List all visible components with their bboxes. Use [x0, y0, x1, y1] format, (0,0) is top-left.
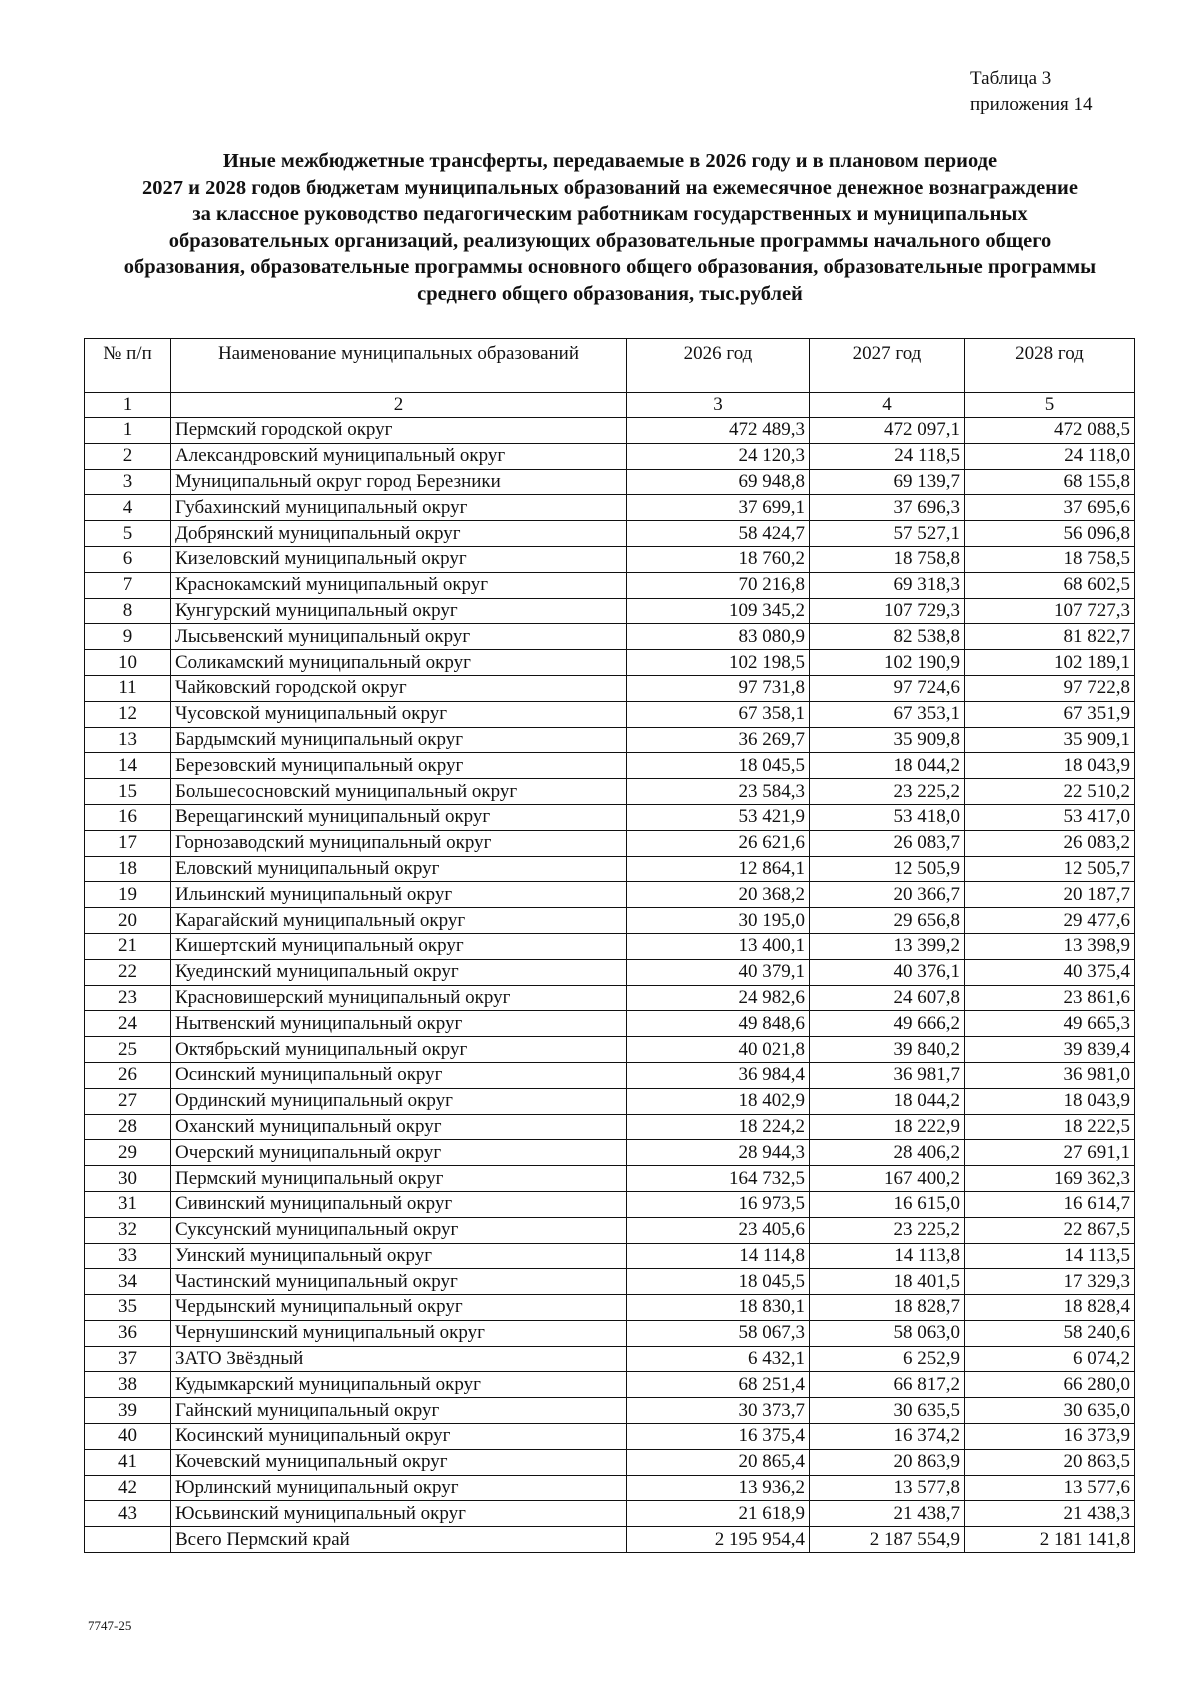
row-number: 3 — [85, 469, 171, 495]
column-number: 3 — [627, 393, 810, 418]
row-number: 9 — [85, 624, 171, 650]
value-2026: 28 944,3 — [627, 1140, 810, 1166]
value-2028: 29 477,6 — [965, 908, 1135, 934]
municipality-name: Губахинский муниципальный округ — [171, 495, 627, 521]
row-number: 34 — [85, 1269, 171, 1295]
value-2026: 18 402,9 — [627, 1088, 810, 1114]
municipality-name: Пермский муниципальный округ — [171, 1166, 627, 1192]
value-2028: 14 113,5 — [965, 1243, 1135, 1269]
value-2028: 23 861,6 — [965, 985, 1135, 1011]
value-2026: 20 865,4 — [627, 1449, 810, 1475]
value-2027: 49 666,2 — [810, 1011, 965, 1037]
row-number: 20 — [85, 908, 171, 934]
value-2027: 67 353,1 — [810, 701, 965, 727]
value-2027: 167 400,2 — [810, 1166, 965, 1192]
column-number-row — [85, 393, 1135, 418]
table-row — [85, 1114, 1135, 1140]
value-2026: 16 973,5 — [627, 1191, 810, 1217]
row-number: 18 — [85, 856, 171, 882]
table-row — [85, 882, 1135, 908]
municipality-name: Косинский муниципальный округ — [171, 1424, 627, 1450]
header-2027: 2027 год — [810, 339, 965, 393]
table-row — [85, 1011, 1135, 1037]
municipality-name: Бардымский муниципальный округ — [171, 727, 627, 753]
table-row — [85, 650, 1135, 676]
value-2026: 21 618,9 — [627, 1501, 810, 1527]
row-number: 33 — [85, 1243, 171, 1269]
value-2027: 18 758,8 — [810, 546, 965, 572]
municipality-name: Чайковский городской округ — [171, 675, 627, 701]
value-2028: 67 351,9 — [965, 701, 1135, 727]
value-2026: 30 373,7 — [627, 1398, 810, 1424]
value-2028: 66 280,0 — [965, 1372, 1135, 1398]
municipality-name: Березовский муниципальный округ — [171, 753, 627, 779]
table-row — [85, 830, 1135, 856]
municipality-name: Добрянский муниципальный округ — [171, 521, 627, 547]
value-2026: 472 489,3 — [627, 418, 810, 444]
value-2026: 24 120,3 — [627, 443, 810, 469]
value-2026: 23 584,3 — [627, 779, 810, 805]
value-2028: 18 222,5 — [965, 1114, 1135, 1140]
total-row-number — [85, 1527, 171, 1553]
value-2026: 58 424,7 — [627, 521, 810, 547]
row-number: 23 — [85, 985, 171, 1011]
value-2026: 68 251,4 — [627, 1372, 810, 1398]
value-2027: 97 724,6 — [810, 675, 965, 701]
table-row — [85, 675, 1135, 701]
municipality-name: Горнозаводский муниципальный округ — [171, 830, 627, 856]
value-2028: 53 417,0 — [965, 804, 1135, 830]
table-row — [85, 1398, 1135, 1424]
value-2028: 37 695,6 — [965, 495, 1135, 521]
value-2027: 18 222,9 — [810, 1114, 965, 1140]
table-row — [85, 495, 1135, 521]
header-2028: 2028 год — [965, 339, 1135, 393]
value-2027: 16 374,2 — [810, 1424, 965, 1450]
value-2026: 13 400,1 — [627, 933, 810, 959]
value-2028: 6 074,2 — [965, 1346, 1135, 1372]
value-2028: 107 727,3 — [965, 598, 1135, 624]
value-2027: 13 577,8 — [810, 1475, 965, 1501]
municipality-name: Осинский муниципальный округ — [171, 1062, 627, 1088]
value-2026: 18 830,1 — [627, 1295, 810, 1321]
value-2026: 53 421,9 — [627, 804, 810, 830]
municipality-name: Юсьвинский муниципальный округ — [171, 1501, 627, 1527]
row-number: 40 — [85, 1424, 171, 1450]
header-num: № п/п — [85, 339, 171, 393]
value-2027: 29 656,8 — [810, 908, 965, 934]
value-2026: 36 269,7 — [627, 727, 810, 753]
row-number: 28 — [85, 1114, 171, 1140]
value-2027: 20 366,7 — [810, 882, 965, 908]
document-title — [60, 148, 1160, 307]
municipality-name: Соликамский муниципальный округ — [171, 650, 627, 676]
value-2027: 39 840,2 — [810, 1037, 965, 1063]
value-2026: 37 699,1 — [627, 495, 810, 521]
value-2027: 58 063,0 — [810, 1320, 965, 1346]
value-2028: 40 375,4 — [965, 959, 1135, 985]
row-number: 22 — [85, 959, 171, 985]
value-2028: 20 863,5 — [965, 1449, 1135, 1475]
value-2028: 22 510,2 — [965, 779, 1135, 805]
value-2026: 69 948,8 — [627, 469, 810, 495]
value-2027: 36 981,7 — [810, 1062, 965, 1088]
value-2026: 67 358,1 — [627, 701, 810, 727]
value-2027: 16 615,0 — [810, 1191, 965, 1217]
municipality-name: Муниципальный округ город Березники — [171, 469, 627, 495]
header-name: Наименование муниципальных образований — [171, 339, 627, 393]
municipality-name: Очерский муниципальный округ — [171, 1140, 627, 1166]
value-2026: 13 936,2 — [627, 1475, 810, 1501]
row-number: 19 — [85, 882, 171, 908]
header-2026: 2026 год — [627, 339, 810, 393]
municipality-name: Еловский муниципальный округ — [171, 856, 627, 882]
table-row — [85, 469, 1135, 495]
municipality-name: Суксунский муниципальный округ — [171, 1217, 627, 1243]
row-number: 10 — [85, 650, 171, 676]
value-2028: 27 691,1 — [965, 1140, 1135, 1166]
table-row — [85, 1501, 1135, 1527]
value-2028: 39 839,4 — [965, 1037, 1135, 1063]
municipality-name: Чусовской муниципальный округ — [171, 701, 627, 727]
table-row — [85, 753, 1135, 779]
value-2028: 17 329,3 — [965, 1269, 1135, 1295]
value-2027: 30 635,5 — [810, 1398, 965, 1424]
row-number: 37 — [85, 1346, 171, 1372]
row-number: 42 — [85, 1475, 171, 1501]
value-2027: 20 863,9 — [810, 1449, 965, 1475]
value-2028: 13 577,6 — [965, 1475, 1135, 1501]
table-row — [85, 1449, 1135, 1475]
municipality-name: Кишертский муниципальный округ — [171, 933, 627, 959]
value-2028: 68 155,8 — [965, 469, 1135, 495]
column-number: 1 — [85, 393, 171, 418]
value-2027: 107 729,3 — [810, 598, 965, 624]
value-2028: 81 822,7 — [965, 624, 1135, 650]
row-number: 27 — [85, 1088, 171, 1114]
row-number: 1 — [85, 418, 171, 444]
value-2026: 26 621,6 — [627, 830, 810, 856]
table-row — [85, 1346, 1135, 1372]
municipality-name: Частинский муниципальный округ — [171, 1269, 627, 1295]
value-2028: 22 867,5 — [965, 1217, 1135, 1243]
row-number: 21 — [85, 933, 171, 959]
value-2027: 26 083,7 — [810, 830, 965, 856]
table-row — [85, 521, 1135, 547]
value-2026: 40 021,8 — [627, 1037, 810, 1063]
row-number: 12 — [85, 701, 171, 727]
row-number: 25 — [85, 1037, 171, 1063]
row-number: 7 — [85, 572, 171, 598]
value-2028: 68 602,5 — [965, 572, 1135, 598]
municipality-name: Октябрьский муниципальный округ — [171, 1037, 627, 1063]
value-2026: 18 045,5 — [627, 753, 810, 779]
municipality-name: Ильинский муниципальный округ — [171, 882, 627, 908]
municipality-name: Юрлинский муниципальный округ — [171, 1475, 627, 1501]
footer-code: 7747-25 — [88, 1618, 132, 1633]
value-2027: 6 252,9 — [810, 1346, 965, 1372]
value-2027: 472 097,1 — [810, 418, 965, 444]
title-line: Иные межбюджетные трансферты, передаваемые в 2026 году и в плановом периоде — [222, 150, 998, 172]
row-number: 13 — [85, 727, 171, 753]
row-number: 31 — [85, 1191, 171, 1217]
value-2028: 12 505,7 — [965, 856, 1135, 882]
value-2026: 36 984,4 — [627, 1062, 810, 1088]
municipality-name: Куединский муниципальный округ — [171, 959, 627, 985]
value-2027: 18 828,7 — [810, 1295, 965, 1321]
row-number: 11 — [85, 675, 171, 701]
value-2027: 53 418,0 — [810, 804, 965, 830]
value-2027: 69 318,3 — [810, 572, 965, 598]
header-row — [85, 339, 1135, 393]
value-2026: 6 432,1 — [627, 1346, 810, 1372]
table-row — [85, 418, 1135, 444]
value-2027: 35 909,8 — [810, 727, 965, 753]
row-number: 8 — [85, 598, 171, 624]
row-number: 38 — [85, 1372, 171, 1398]
transfers-table — [84, 338, 1135, 1553]
reference-line-2: приложения 14 — [970, 94, 1093, 115]
row-number: 4 — [85, 495, 171, 521]
value-2027: 82 538,8 — [810, 624, 965, 650]
row-number: 14 — [85, 753, 171, 779]
table-row — [85, 1037, 1135, 1063]
value-2027: 37 696,3 — [810, 495, 965, 521]
row-number: 15 — [85, 779, 171, 805]
municipality-name: Уинский муниципальный округ — [171, 1243, 627, 1269]
value-2027: 13 399,2 — [810, 933, 965, 959]
value-2028: 97 722,8 — [965, 675, 1135, 701]
value-2027: 24 118,5 — [810, 443, 965, 469]
total-value-2028: 2 181 141,8 — [965, 1527, 1135, 1553]
column-number: 5 — [965, 393, 1135, 418]
municipality-name: Оханский муниципальный округ — [171, 1114, 627, 1140]
table-row — [85, 908, 1135, 934]
value-2028: 24 118,0 — [965, 443, 1135, 469]
value-2026: 23 405,6 — [627, 1217, 810, 1243]
table-row — [85, 598, 1135, 624]
value-2028: 18 758,5 — [965, 546, 1135, 572]
municipality-name: Большесосновский муниципальный округ — [171, 779, 627, 805]
municipality-name: Гайнский муниципальный округ — [171, 1398, 627, 1424]
value-2028: 35 909,1 — [965, 727, 1135, 753]
value-2028: 18 043,9 — [965, 1088, 1135, 1114]
row-number: 16 — [85, 804, 171, 830]
column-number: 2 — [171, 393, 627, 418]
row-number: 26 — [85, 1062, 171, 1088]
value-2027: 57 527,1 — [810, 521, 965, 547]
value-2028: 102 189,1 — [965, 650, 1135, 676]
value-2026: 14 114,8 — [627, 1243, 810, 1269]
row-number: 32 — [85, 1217, 171, 1243]
table-row — [85, 572, 1135, 598]
value-2026: 18 760,2 — [627, 546, 810, 572]
table-row — [85, 1424, 1135, 1450]
municipality-name: Кудымкарский муниципальный округ — [171, 1372, 627, 1398]
value-2028: 13 398,9 — [965, 933, 1135, 959]
title-line: образования, образовательные программы основного общего образования, образовательные программы — [123, 256, 1097, 278]
title-line: за классное руководство педагогическим работникам государственных и муниципальных — [192, 203, 1028, 225]
row-number: 36 — [85, 1320, 171, 1346]
title-line: 2027 и 2028 годов бюджетам муниципальных образований на ежемесячное денежное вознаграждение — [142, 176, 1078, 199]
table-row — [85, 779, 1135, 805]
value-2026: 49 848,6 — [627, 1011, 810, 1037]
municipality-name: Чернушинский муниципальный округ — [171, 1320, 627, 1346]
value-2028: 16 373,9 — [965, 1424, 1135, 1450]
municipality-name: Карагайский муниципальный округ — [171, 908, 627, 934]
value-2028: 472 088,5 — [965, 418, 1135, 444]
table-reference — [970, 66, 1092, 118]
municipality-name: Чердынский муниципальный округ — [171, 1295, 627, 1321]
municipality-name: Александровский муниципальный округ — [171, 443, 627, 469]
total-municipality-name: Всего Пермский край — [171, 1527, 627, 1553]
value-2026: 30 195,0 — [627, 908, 810, 934]
value-2028: 36 981,0 — [965, 1062, 1135, 1088]
municipality-name: Лысьвенский муниципальный округ — [171, 624, 627, 650]
value-2026: 83 080,9 — [627, 624, 810, 650]
value-2027: 66 817,2 — [810, 1372, 965, 1398]
value-2028: 30 635,0 — [965, 1398, 1135, 1424]
value-2026: 164 732,5 — [627, 1166, 810, 1192]
row-number: 41 — [85, 1449, 171, 1475]
row-number: 35 — [85, 1295, 171, 1321]
value-2026: 70 216,8 — [627, 572, 810, 598]
title-line: образовательных организаций, реализующих образовательные программы начального общего — [168, 229, 1052, 252]
row-number: 29 — [85, 1140, 171, 1166]
row-number: 5 — [85, 521, 171, 547]
value-2028: 26 083,2 — [965, 830, 1135, 856]
table-row — [85, 804, 1135, 830]
value-2027: 23 225,2 — [810, 1217, 965, 1243]
value-2028: 18 043,9 — [965, 753, 1135, 779]
table-row — [85, 546, 1135, 572]
value-2026: 40 379,1 — [627, 959, 810, 985]
table-row — [85, 1088, 1135, 1114]
value-2027: 18 401,5 — [810, 1269, 965, 1295]
row-number: 6 — [85, 546, 171, 572]
value-2026: 18 224,2 — [627, 1114, 810, 1140]
value-2026: 58 067,3 — [627, 1320, 810, 1346]
value-2027: 69 139,7 — [810, 469, 965, 495]
column-number: 4 — [810, 393, 965, 418]
table-row — [85, 1217, 1135, 1243]
total-value-2027: 2 187 554,9 — [810, 1527, 965, 1553]
table-row — [85, 1191, 1135, 1217]
value-2027: 28 406,2 — [810, 1140, 965, 1166]
value-2028: 20 187,7 — [965, 882, 1135, 908]
total-value-2026: 2 195 954,4 — [627, 1527, 810, 1553]
value-2026: 109 345,2 — [627, 598, 810, 624]
table-row — [85, 1320, 1135, 1346]
municipality-name: Краснокамский муниципальный округ — [171, 572, 627, 598]
value-2028: 58 240,6 — [965, 1320, 1135, 1346]
table-row — [85, 727, 1135, 753]
table-row — [85, 1166, 1135, 1192]
table-row — [85, 624, 1135, 650]
municipality-name: Кизеловский муниципальный округ — [171, 546, 627, 572]
table-row — [85, 1295, 1135, 1321]
row-number: 30 — [85, 1166, 171, 1192]
table-row — [85, 856, 1135, 882]
table-row — [85, 1062, 1135, 1088]
municipality-name: Верещагинский муниципальный округ — [171, 804, 627, 830]
municipality-name: Красновишерский муниципальный округ — [171, 985, 627, 1011]
municipality-name: Пермский городской округ — [171, 418, 627, 444]
value-2027: 102 190,9 — [810, 650, 965, 676]
table-row — [85, 1475, 1135, 1501]
value-2028: 21 438,3 — [965, 1501, 1135, 1527]
value-2027: 40 376,1 — [810, 959, 965, 985]
table-row — [85, 1140, 1135, 1166]
value-2026: 20 368,2 — [627, 882, 810, 908]
municipality-name: Ординский муниципальный округ — [171, 1088, 627, 1114]
value-2027: 18 044,2 — [810, 1088, 965, 1114]
table-row — [85, 1372, 1135, 1398]
value-2027: 21 438,7 — [810, 1501, 965, 1527]
row-number: 2 — [85, 443, 171, 469]
municipality-name: Нытвенский муниципальный округ — [171, 1011, 627, 1037]
row-number: 24 — [85, 1011, 171, 1037]
value-2028: 18 828,4 — [965, 1295, 1135, 1321]
title-line: среднего общего образования, тыс.рублей — [417, 282, 803, 305]
reference-line-1: Таблица 3 — [970, 68, 1052, 89]
value-2026: 12 864,1 — [627, 856, 810, 882]
total-row — [85, 1527, 1135, 1553]
value-2028: 49 665,3 — [965, 1011, 1135, 1037]
table-row — [85, 1243, 1135, 1269]
table-row — [85, 985, 1135, 1011]
value-2026: 102 198,5 — [627, 650, 810, 676]
row-number: 39 — [85, 1398, 171, 1424]
table-row — [85, 1269, 1135, 1295]
municipality-name: ЗАТО Звёздный — [171, 1346, 627, 1372]
value-2027: 24 607,8 — [810, 985, 965, 1011]
table-row — [85, 701, 1135, 727]
value-2028: 16 614,7 — [965, 1191, 1135, 1217]
table-row — [85, 933, 1135, 959]
table-row — [85, 959, 1135, 985]
value-2026: 18 045,5 — [627, 1269, 810, 1295]
row-number: 43 — [85, 1501, 171, 1527]
value-2027: 12 505,9 — [810, 856, 965, 882]
row-number: 17 — [85, 830, 171, 856]
value-2026: 97 731,8 — [627, 675, 810, 701]
value-2027: 23 225,2 — [810, 779, 965, 805]
value-2028: 56 096,8 — [965, 521, 1135, 547]
municipality-name: Кочевский муниципальный округ — [171, 1449, 627, 1475]
value-2027: 14 113,8 — [810, 1243, 965, 1269]
municipality-name: Кунгурский муниципальный округ — [171, 598, 627, 624]
value-2026: 16 375,4 — [627, 1424, 810, 1450]
table-row — [85, 443, 1135, 469]
value-2027: 18 044,2 — [810, 753, 965, 779]
value-2026: 24 982,6 — [627, 985, 810, 1011]
value-2028: 169 362,3 — [965, 1166, 1135, 1192]
municipality-name: Сивинский муниципальный округ — [171, 1191, 627, 1217]
